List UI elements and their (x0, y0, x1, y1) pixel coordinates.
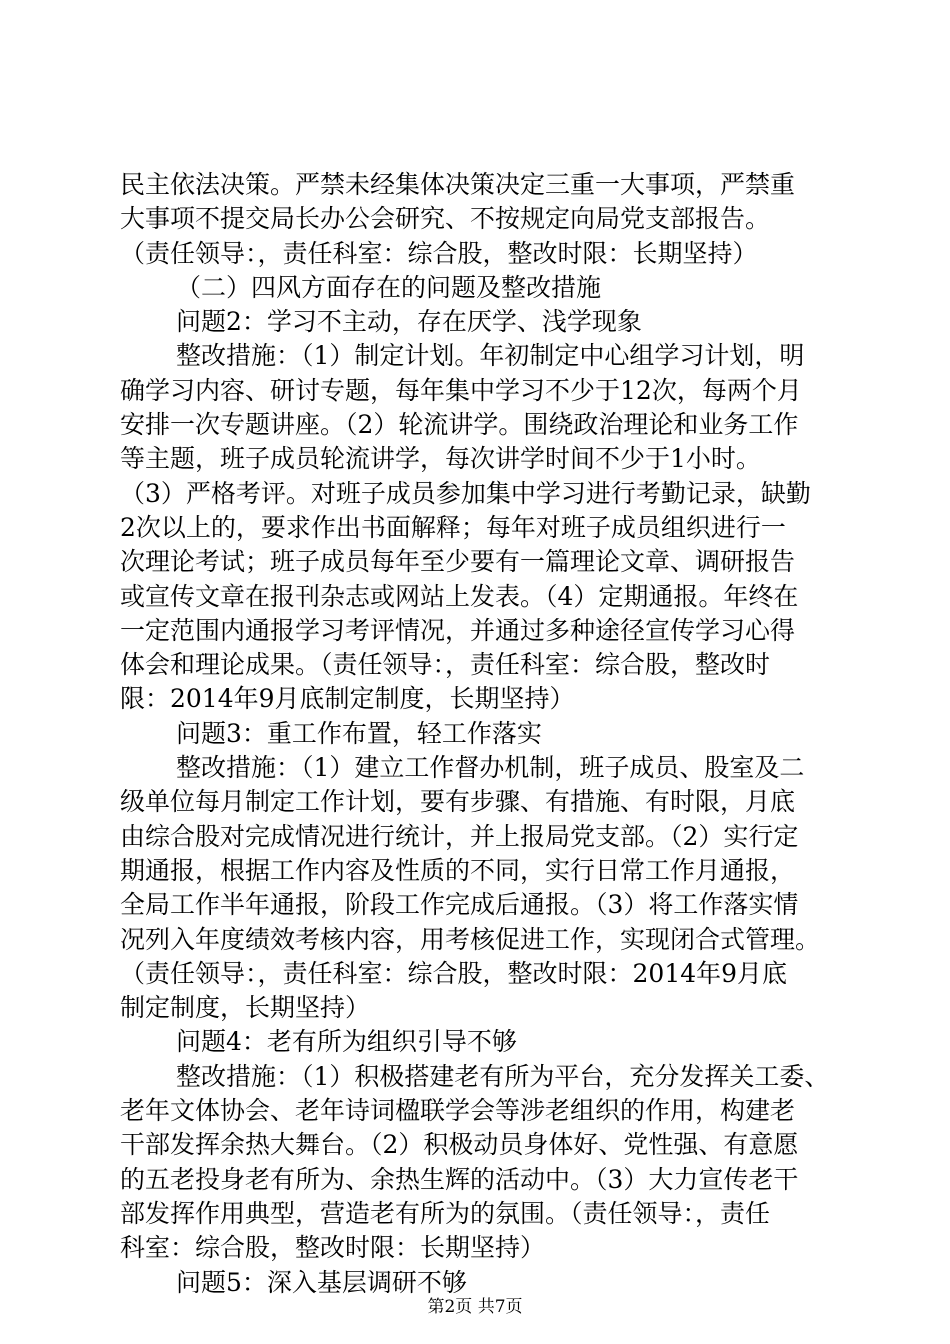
text-line: 一定范围内通报学习考评情况，并通过多种途径宣传学习心得 (120, 615, 796, 645)
text-line: 况列入年度绩效考核内容，用考核促进工作，实现闭合式管理。 (120, 924, 821, 954)
text-line: 整改措施：（1）制定计划。年初制定中心组学习计划，明 (176, 341, 805, 371)
text-line: （二）四风方面存在的问题及整改措施 (176, 272, 602, 302)
text-line: 大事项不提交局长办公会研究、不按规定向局党支部报告。 (120, 204, 771, 234)
text-line: 限：2014年9月底制定制度，长期坚持） (120, 684, 575, 714)
text-line: 制定制度，长期坚持） (120, 993, 371, 1023)
text-line: 问题5：深入基层调研不够 (176, 1267, 467, 1297)
text-line: （责任领导：，责任科室：综合股，整改时限：长期坚持） (120, 238, 758, 268)
text-line: （责任领导：，责任科室：综合股，整改时限：2014年9月底 (120, 958, 788, 988)
text-line: 问题4：老有所为组织引导不够 (176, 1027, 517, 1057)
text-line: 民主依法决策。严禁未经集体决策决定三重一大事项，严禁重 (120, 170, 796, 199)
text-line: 或宣传文章在报刊杂志或网站上发表。（4）定期通报。年终在 (120, 581, 799, 611)
page-footer: 第2页 共7页 (427, 1297, 523, 1317)
text-line: 问题3：重工作布置，轻工作落实 (176, 718, 542, 748)
text-line: 由综合股对完成情况进行统计，并上报局党支部。（2）实行定 (120, 821, 799, 851)
text-line: 次理论考试；班子成员每年至少要有一篇理论文章、调研报告 (120, 547, 796, 577)
text-line: （3）严格考评。对班子成员参加集中学习进行考勤记录，缺勤 (120, 478, 811, 508)
text-line: 整改措施：（1）建立工作督办机制，班子成员、股室及二 (176, 753, 805, 783)
text-line: 确学习内容、研讨专题，每年集中学习不少于12次，每两个月 (120, 375, 802, 405)
document-body (120, 168, 832, 1300)
text-line: 的五老投身老有所为、余热生辉的活动中。（3）大力宣传老干 (120, 1164, 799, 1194)
text-line: 安排一次专题讲座。（2）轮流讲学。围绕政治理论和业务工作 (120, 410, 799, 440)
text-line: 等主题，班子成员轮流讲学，每次讲学时间不少于1小时。 (120, 444, 761, 474)
text-line: 2次以上的，要求作出书面解释；每年对班子成员组织进行一 (120, 512, 786, 542)
text-line: 老年文体协会、老年诗词楹联学会等涉老组织的作用，构建老 (120, 1096, 796, 1126)
text-line: 期通报，根据工作内容及性质的不同，实行日常工作月通报， (120, 855, 796, 885)
text-line: 干部发挥余热大舞台。（2）积极动员身体好、党性强、有意愿 (120, 1130, 799, 1160)
text-line: 问题2：学习不主动，存在厌学、浅学现象 (176, 307, 642, 337)
text-line: 体会和理论成果。（责任领导：，责任科室：综合股，整改时 (120, 650, 771, 680)
text-line: 级单位每月制定工作计划，要有步骤、有措施、有时限，月底 (120, 787, 796, 817)
text-line: 整改措施：（1）积极搭建老有所为平台，充分发挥关工委、 (176, 1061, 830, 1091)
text-line: 科室：综合股，整改时限：长期坚持） (120, 1233, 546, 1263)
text-line: 部发挥作用典型，营造老有所为的氛围。（责任领导：，责任 (120, 1198, 771, 1228)
text-line: 全局工作半年通报，阶段工作完成后通报。（3）将工作落实情 (120, 890, 799, 920)
